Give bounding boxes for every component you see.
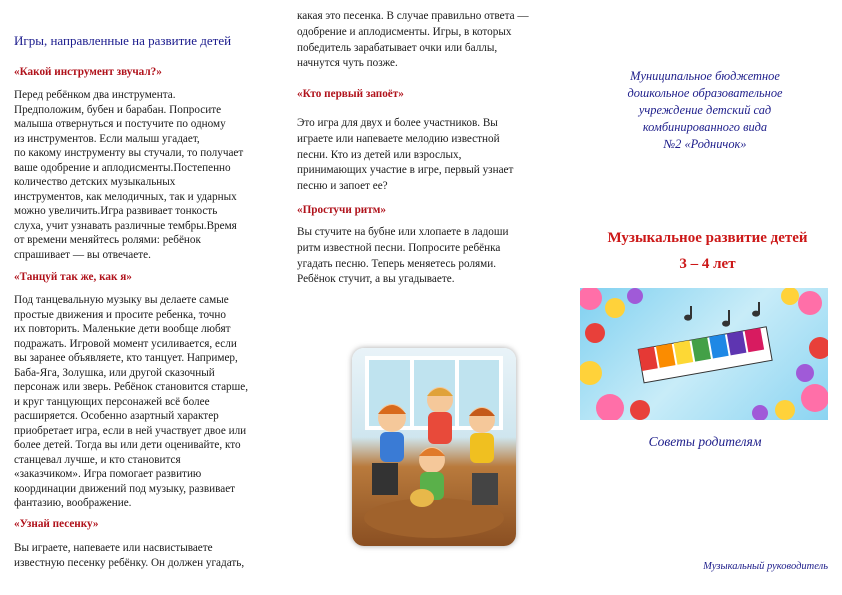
brochure-subtitle: Советы родителям xyxy=(648,434,762,449)
game-description: Вы играете, напеваете или насвистываете известную песенку ребёнку. Он должен угадать, xyxy=(14,542,245,569)
section-title: Игры, направленные на развитие детей xyxy=(14,33,232,48)
game-title: «Кто первый запоёт» xyxy=(297,88,404,100)
game-description: Перед ребёнком два инструмента. Предположим, бубен и барабан. Попросите малыша отвернуться и постучите по одному из инструментов. Если малыш угадает, по какому инструменту вы стучали, то получает ваше одобрение и аплодисменты.Постепенно количество детских музыкальных инструментов, как мелодичных, так и ударных можно увеличить.Игра развивает тонкость слуха, учит узнавать различные тембры.Время от времени меняйтесь ролями: ребёнок спрашивает — вы отвечаете. xyxy=(14,89,244,261)
game-title: «Какой инструмент звучал?» xyxy=(14,66,162,78)
game-title: «Узнай песенку» xyxy=(14,518,99,530)
game-title: «Танцуй так же, как я» xyxy=(14,271,132,283)
institution-name: Муниципальное бюджетное дошкольное образовательное учреждение детский сад комбинированного вида №2 «Родничок» xyxy=(627,69,783,151)
author-role: Музыкальный руководитель xyxy=(703,561,828,572)
game-description-continued: какая это песенка. В случае правильно ответа — одобрение и аплодисменты. Игры, в которых победитель зарабатывает очки или баллы, начнутся чуть позже. xyxy=(297,10,529,70)
game-description: Под танцевальную музыку вы делаете самые простые движения и просите ребенка, точно их повторить. Маленькие дети вообще любят подражать. Игровой момент усиливается, если вы заранее объявляете, кто танцует. Например, Баба-Яга, Золушка, или другой сказочный персонаж или зверь. Ребёнок становится старше, и круг танцующих персонажей всё более расширяется. Особенно азартный характер приобретает игра, если в ней участвует двое или более детей. Тогда вы или дети оценивайте, кто станцевал лучше, и кто становится «заказчиком». Игра помогает развитию координации движений под музыку, развивает фантазию, воображение. xyxy=(14,294,249,509)
children-music-illustration xyxy=(352,348,516,546)
game-title: «Простучи ритм» xyxy=(297,204,386,216)
game-description: Вы стучите на бубне или хлопаете в ладоши ритм известной песни. Попросите ребёнка угадать песню. Теперь меняетесь ролями. Ребёнок стучит, а вы угадываете. xyxy=(297,226,509,286)
brochure-title: Музыкальное развитие детей xyxy=(607,230,808,246)
age-group: 3 – 4 лет xyxy=(679,256,736,272)
game-description: Это игра для двух и более участников. Вы играете или напеваете мелодию известной песни. Кто из детей или взрослых, принимающих участие в игре, первый узнает песню и запоет ее? xyxy=(297,117,514,193)
music-flowers-illustration xyxy=(580,288,828,420)
